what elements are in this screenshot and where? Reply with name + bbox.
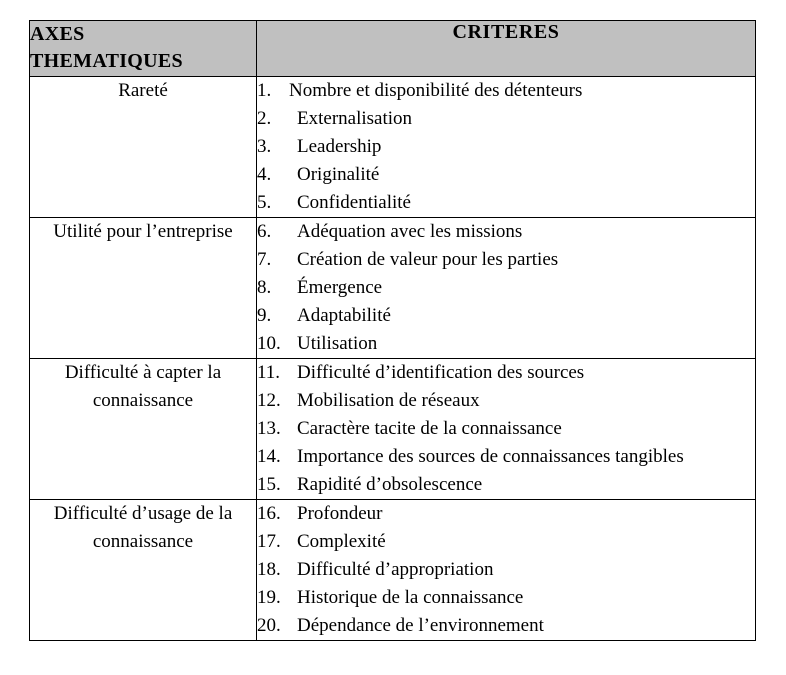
criteria-list: [257, 359, 755, 499]
list-item: [257, 161, 755, 189]
table-row: [30, 500, 756, 641]
criterion-number: 5.: [257, 192, 272, 213]
criterion-text: Adéquation avec les missions: [297, 221, 523, 242]
criterion-text: Historique de la connaissance: [297, 587, 524, 608]
table-row: [30, 218, 756, 359]
criterion-text: Utilisation: [297, 333, 378, 354]
list-item: [257, 612, 755, 640]
list-item: [257, 218, 755, 246]
table-body: [30, 21, 756, 641]
list-item: [257, 133, 755, 161]
criteria-cell-utilite: [257, 218, 756, 359]
list-item: [257, 302, 755, 330]
criterion-number: 16.: [257, 503, 281, 524]
criterion-text: Création de valeur pour les parties: [297, 249, 559, 270]
criterion-text: Complexité: [297, 531, 386, 552]
criterion-text: Émergence: [297, 277, 383, 298]
criteria-cell-difficulte-usage: [257, 500, 756, 641]
list-item: [257, 471, 755, 499]
table-header-row: [30, 21, 756, 77]
criterion-number: 9.: [257, 305, 272, 326]
criterion-text: Mobilisation de réseaux: [297, 390, 480, 411]
list-item: [257, 359, 755, 387]
table-row: [30, 77, 756, 218]
criteria-cell-rarete: [257, 77, 756, 218]
criterion-number: 13.: [257, 418, 281, 439]
criteria-matrix-table: [29, 20, 756, 641]
list-item: [257, 330, 755, 358]
list-item: [257, 443, 755, 471]
criterion-text: Importance des sources de connaissances tangibles: [297, 446, 684, 467]
criterion-number: 3.: [257, 136, 272, 157]
criteria-cell-difficulte-capter: [257, 359, 756, 500]
list-item: [257, 246, 755, 274]
criterion-number: 12.: [257, 390, 281, 411]
list-item: [257, 387, 755, 415]
criteria-list: [257, 218, 755, 358]
criterion-text: Adaptabilité: [297, 305, 391, 326]
criterion-number: 6.: [257, 221, 272, 242]
criterion-number: 10.: [257, 333, 281, 354]
criterion-number: 11.: [257, 362, 281, 383]
criterion-number: 4.: [257, 164, 272, 185]
criterion-number: 14.: [257, 446, 281, 467]
axis-label-utilite-pour-lentreprise: Utilité pour l’entreprise: [30, 218, 257, 359]
criterion-text: Leadership: [297, 136, 382, 157]
criterion-number: 1.: [257, 80, 272, 101]
criterion-text: Difficulté d’appropriation: [297, 559, 494, 580]
axis-label-difficulte-dusage: Difficulté d’usage de la connaissance: [30, 500, 257, 641]
criterion-number: 17.: [257, 531, 281, 552]
criteria-list: [257, 77, 755, 217]
list-item: [257, 556, 755, 584]
criterion-number: 2.: [257, 108, 272, 129]
list-item: [257, 500, 755, 528]
criterion-text: Externalisation: [297, 108, 413, 129]
criterion-number: 20.: [257, 615, 281, 636]
criterion-number: 19.: [257, 587, 281, 608]
column-header-axes-thematiques: AXES THEMATIQUES: [30, 21, 257, 77]
criterion-number: 8.: [257, 277, 272, 298]
criterion-number: 18.: [257, 559, 281, 580]
table-row: [30, 359, 756, 500]
list-item: [257, 415, 755, 443]
criterion-number: 15.: [257, 474, 281, 495]
list-item: [257, 274, 755, 302]
criterion-text: Originalité: [297, 164, 380, 185]
list-item: [257, 77, 755, 105]
column-header-criteres: CRITERES: [257, 21, 756, 77]
criterion-text: Profondeur: [297, 503, 383, 524]
criterion-text: Dépendance de l’environnement: [297, 615, 544, 636]
criterion-text: Caractère tacite de la connaissance: [297, 418, 562, 439]
list-item: [257, 105, 755, 133]
criterion-text: Difficulté d’identification des sources: [297, 362, 585, 383]
list-item: [257, 189, 755, 217]
criterion-text: Confidentialité: [297, 192, 411, 213]
axis-label-difficulte-a-capter: Difficulté à capter la connaissance: [30, 359, 257, 500]
axis-label-rarete: Rareté: [30, 77, 257, 218]
criterion-text: Rapidité d’obsolescence: [297, 474, 483, 495]
list-item: [257, 584, 755, 612]
criteria-list: [257, 500, 755, 640]
criterion-number: 7.: [257, 249, 272, 270]
criterion-text: Nombre et disponibilité des détenteurs: [289, 80, 583, 101]
list-item: [257, 528, 755, 556]
